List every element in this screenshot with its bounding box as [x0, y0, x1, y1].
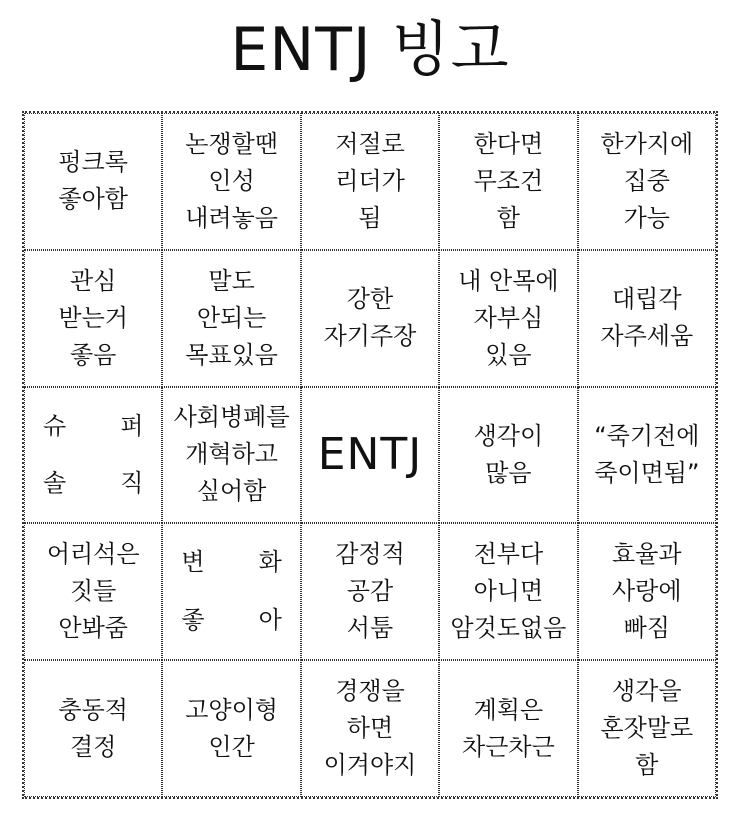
bingo-cell-r2c1 — [24, 250, 162, 387]
bingo-cell-r5c3 — [301, 660, 439, 797]
bingo-cell-r2c3 — [301, 250, 439, 387]
bingo-cell-r5c5 — [578, 660, 716, 797]
cell-top-row — [43, 408, 143, 445]
cell-char: 아 — [258, 606, 282, 635]
bingo-title: ENTJ 빙고 — [230, 15, 510, 85]
cell-char: 좋 — [181, 606, 205, 635]
cell-text: “죽기전에 죽이면됨” — [594, 421, 700, 487]
bingo-cell-r4c1 — [24, 523, 162, 660]
cell-char: 슈 — [43, 411, 67, 440]
cell-text: 논쟁할땐 인성 내려놓음 — [185, 129, 278, 232]
cell-char: 솔 — [43, 469, 67, 498]
cell-text: 저절로 리더가 됨 — [335, 129, 405, 232]
cell-text: 어리석은 짓들 안봐줌 — [46, 540, 140, 643]
bingo-cell-r3c2 — [162, 387, 300, 524]
cell-text: 관심 받는거 좋음 — [58, 266, 128, 369]
cell-text: 내 안목에 자부심 있음 — [458, 266, 559, 369]
bingo-cell-r3c5 — [578, 387, 716, 524]
bingo-cell-r4c4 — [439, 523, 577, 660]
cell-text: 한가지에 집중 가능 — [600, 129, 694, 232]
center-label: ENTJ — [317, 428, 423, 480]
bingo-cell-r3c4 — [439, 387, 577, 524]
cell-char: 퍼 — [120, 411, 144, 440]
bingo-cell-r2c4 — [439, 250, 577, 387]
cell-text: 펑크록 좋아함 — [58, 148, 128, 214]
cell-text: 대립각 자주세움 — [600, 285, 694, 351]
cell-char: 변 — [181, 548, 205, 577]
cell-bottom-row — [43, 465, 143, 502]
bingo-cell-r5c2 — [162, 660, 300, 797]
bingo-cell-r4c2 — [162, 523, 300, 660]
cell-text: 감정적 공감 서툼 — [335, 540, 405, 643]
bingo-cell-r4c5 — [578, 523, 716, 660]
bingo-cell-r1c2 — [162, 113, 300, 250]
cell-text: 생각이 많음 — [473, 421, 544, 487]
cell-text: 고양이형 인간 — [185, 695, 278, 761]
bingo-cell-r1c5 — [578, 113, 716, 250]
bingo-cell-r2c5 — [578, 250, 716, 387]
bingo-cell-r1c1 — [24, 113, 162, 250]
cell-text: 전부다 아니면 암것도없음 — [450, 540, 567, 643]
bingo-cell-r5c4 — [439, 660, 577, 797]
cell-char: 직 — [120, 469, 144, 498]
bingo-cell-r3c1 — [24, 387, 162, 524]
bingo-cell-r5c1 — [24, 660, 162, 797]
cell-char: 화 — [258, 548, 282, 577]
cell-text: 충동적 결정 — [58, 695, 128, 761]
cell-text: 생각을 혼잣말로 함 — [600, 677, 694, 780]
bingo-cell-free-center — [301, 387, 439, 524]
bingo-board — [22, 111, 718, 799]
bingo-cell-r2c2 — [162, 250, 300, 387]
cell-text: 사회병폐를 개혁하고 싶어함 — [173, 403, 290, 506]
cell-text: 경쟁을 하면 이겨야지 — [323, 677, 417, 780]
cell-text: 한다면 무조건 함 — [473, 129, 544, 232]
cell-text: 강한 자기주장 — [323, 285, 417, 351]
cell-bottom-row — [181, 602, 281, 639]
bingo-cell-r1c3 — [301, 113, 439, 250]
cell-text: 말도 안되는 목표있음 — [185, 266, 278, 369]
cell-text: 효율과 사랑에 빠짐 — [612, 540, 682, 643]
bingo-cell-r1c4 — [439, 113, 577, 250]
cell-text: 계획은 차근차근 — [462, 695, 555, 761]
cell-top-row — [181, 544, 281, 581]
bingo-cell-r4c3 — [301, 523, 439, 660]
